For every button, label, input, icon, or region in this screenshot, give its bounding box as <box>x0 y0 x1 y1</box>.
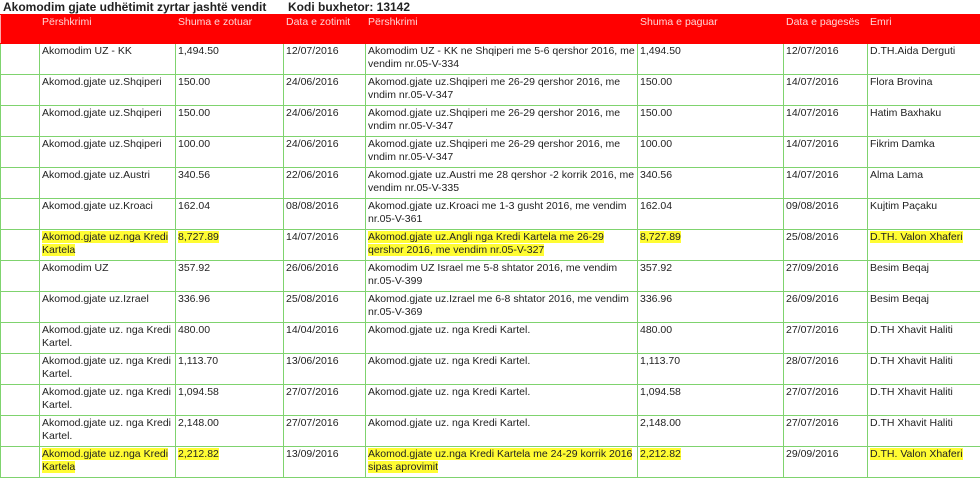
cell-text: D.TH Xhavit Haliti <box>870 417 953 429</box>
cell-amount-committed <box>176 44 284 75</box>
table-row <box>1 354 980 385</box>
cell-payment-description <box>366 168 638 199</box>
table-row <box>1 230 980 261</box>
cell-payment-description <box>366 416 638 447</box>
table-row <box>1 416 980 447</box>
cell-commitment-date <box>284 354 366 385</box>
cell-text: Kujtim Paçaku <box>870 200 938 212</box>
cell-name <box>868 261 980 292</box>
title-bar <box>0 0 980 14</box>
col-header-blank <box>1 15 40 44</box>
cell-text: 336.96 <box>640 293 673 305</box>
row-blank-cell <box>1 199 40 230</box>
cell-text: 480.00 <box>640 324 673 336</box>
cell-commitment-date <box>284 106 366 137</box>
cell-text: 14/07/2016 <box>786 169 839 181</box>
cell-commitment-date <box>284 137 366 168</box>
cell-payment-date <box>784 323 868 354</box>
row-blank-cell <box>1 75 40 106</box>
col-header-amount-paid: Shuma e paguar <box>638 15 784 44</box>
cell-text: Akomod.gjate uz. nga Kredi Kartel. <box>42 324 171 349</box>
cell-amount-paid <box>638 416 784 447</box>
cell-amount-committed <box>176 137 284 168</box>
header-row <box>1 15 980 44</box>
cell-commitment-date <box>284 323 366 354</box>
cell-amount-paid <box>638 261 784 292</box>
cell-description <box>40 75 176 106</box>
cell-description <box>40 137 176 168</box>
cell-text: Besim Beqaj <box>870 293 929 305</box>
cell-amount-paid <box>638 447 784 478</box>
row-blank-cell <box>1 323 40 354</box>
cell-text: Akomod.gjate uz.Kroaci <box>42 200 153 212</box>
cell-text: 2,212.82 <box>178 448 219 460</box>
cell-description <box>40 261 176 292</box>
table-row <box>1 106 980 137</box>
budget-code: Kodi buxhetor: 13142 <box>288 0 411 14</box>
table-row <box>1 323 980 354</box>
cell-text: 24/06/2016 <box>286 76 339 88</box>
cell-text: 8,727.89 <box>178 231 219 243</box>
cell-amount-committed <box>176 106 284 137</box>
table-row <box>1 75 980 106</box>
cell-amount-paid <box>638 137 784 168</box>
cell-text: Akomod.gjate uz.Shqiperi me 26-29 qershor 2016, me vndim nr.05-V-347 <box>368 76 621 101</box>
row-blank-cell <box>1 230 40 261</box>
table-row <box>1 137 980 168</box>
cell-text: D.TH.Aida Derguti <box>870 45 956 57</box>
cell-text: 336.96 <box>178 293 211 305</box>
cell-payment-date <box>784 416 868 447</box>
cell-payment-description <box>366 199 638 230</box>
cell-commitment-date <box>284 385 366 416</box>
cell-text: Akomod.gjate uz.Shqiperi <box>42 107 162 119</box>
cell-payment-description <box>366 447 638 478</box>
cell-text: Akomod.gjate uz.Austri me 28 qershor -2 korrik 2016, me vendim nr.05-V-335 <box>368 169 635 194</box>
cell-description <box>40 416 176 447</box>
cell-text: 27/07/2016 <box>286 386 339 398</box>
cell-text: Alma Lama <box>870 169 924 181</box>
table-row <box>1 385 980 416</box>
cell-text: 162.04 <box>640 200 673 212</box>
cell-commitment-date <box>284 292 366 323</box>
cell-text: Fikrim Damka <box>870 138 935 150</box>
cell-text: 25/08/2016 <box>786 231 839 243</box>
cell-description <box>40 168 176 199</box>
cell-description <box>40 354 176 385</box>
cell-text: 27/07/2016 <box>786 324 839 336</box>
cell-payment-date <box>784 44 868 75</box>
cell-text: 2,148.00 <box>640 417 681 429</box>
cell-name <box>868 230 980 261</box>
cell-payment-description <box>366 137 638 168</box>
cell-text: 28/07/2016 <box>786 355 839 367</box>
cell-description <box>40 106 176 137</box>
table-row <box>1 44 980 75</box>
cell-commitment-date <box>284 44 366 75</box>
cell-text: Akomod.gjate uz.Shqiperi <box>42 76 162 88</box>
cell-text: D.TH Xhavit Haliti <box>870 324 953 336</box>
cell-text: Akomod.gjate uz.Angli nga Kredi Kartela me 26-29 qershor 2016, me vendim nr.05-V-327 <box>368 231 604 256</box>
col-header-commitment-date: Data e zotimit <box>284 15 366 44</box>
cell-text: Akomod.gjate uz.Shqiperi <box>42 138 162 150</box>
cell-text: 340.56 <box>178 169 211 181</box>
cell-payment-date <box>784 168 868 199</box>
cell-text: Akomodim UZ Israel me 5-8 shtator 2016, me vendim nr.05-V-399 <box>368 262 618 287</box>
cell-name <box>868 75 980 106</box>
cell-name <box>868 292 980 323</box>
row-blank-cell <box>1 137 40 168</box>
cell-commitment-date <box>284 416 366 447</box>
cell-text: 27/07/2016 <box>286 417 339 429</box>
cell-text: 22/06/2016 <box>286 169 339 181</box>
payments-table <box>0 14 980 478</box>
cell-payment-description <box>366 261 638 292</box>
cell-text: Akomod.gjate uz.Kroaci me 1-3 gusht 2016, me vendim nr.05-V-361 <box>368 200 627 225</box>
cell-commitment-date <box>284 168 366 199</box>
cell-text: Akomodim UZ <box>42 262 109 274</box>
cell-text: Akomod.gjate uz. nga Kredi Kartel. <box>42 355 171 380</box>
cell-amount-paid <box>638 168 784 199</box>
cell-name <box>868 199 980 230</box>
cell-text: 24/06/2016 <box>286 107 339 119</box>
cell-text: 27/07/2016 <box>786 386 839 398</box>
cell-text: 24/06/2016 <box>286 138 339 150</box>
cell-amount-paid <box>638 106 784 137</box>
table-row <box>1 447 980 478</box>
row-blank-cell <box>1 416 40 447</box>
cell-payment-date <box>784 292 868 323</box>
cell-amount-committed <box>176 447 284 478</box>
cell-text: Akomodim UZ - KK ne Shqiperi me 5-6 qershor 2016, me vendim nr.05-V-334 <box>368 45 635 70</box>
cell-payment-date <box>784 137 868 168</box>
cell-text: 150.00 <box>178 76 211 88</box>
cell-text: 27/07/2016 <box>786 417 839 429</box>
cell-payment-date <box>784 354 868 385</box>
cell-amount-paid <box>638 199 784 230</box>
cell-description <box>40 230 176 261</box>
cell-text: 14/07/2016 <box>786 138 839 150</box>
cell-text: 150.00 <box>640 76 673 88</box>
cell-description <box>40 323 176 354</box>
cell-commitment-date <box>284 261 366 292</box>
cell-amount-committed <box>176 230 284 261</box>
cell-text: 12/07/2016 <box>286 45 339 57</box>
cell-text: Akomod.gjate uz.nga Kredi Kartela <box>42 231 169 256</box>
cell-text: D.TH Xhavit Haliti <box>870 386 953 398</box>
cell-text: 162.04 <box>178 200 211 212</box>
row-blank-cell <box>1 106 40 137</box>
cell-text: 29/09/2016 <box>786 448 839 460</box>
table-row <box>1 168 980 199</box>
table-row <box>1 199 980 230</box>
cell-amount-paid <box>638 354 784 385</box>
col-header-amount-committed: Shuma e zotuar <box>176 15 284 44</box>
cell-payment-description <box>366 106 638 137</box>
cell-payment-date <box>784 261 868 292</box>
cell-text: 100.00 <box>178 138 211 150</box>
cell-commitment-date <box>284 199 366 230</box>
cell-text: Akomod.gjate uz. nga Kredi Kartel. <box>368 324 531 336</box>
cell-text: Akomod.gjate uz.Izrael <box>42 293 149 305</box>
cell-text: Akomodim UZ - KK <box>42 45 132 57</box>
cell-amount-committed <box>176 168 284 199</box>
cell-amount-paid <box>638 385 784 416</box>
cell-payment-date <box>784 106 868 137</box>
sheet-title: Akomodim gjate udhëtimit zyrtar jashtë vendit <box>3 0 267 14</box>
cell-text: 14/07/2016 <box>286 231 339 243</box>
cell-text: 13/06/2016 <box>286 355 339 367</box>
cell-text: 1,094.58 <box>640 386 681 398</box>
cell-description <box>40 385 176 416</box>
cell-amount-paid <box>638 292 784 323</box>
cell-amount-committed <box>176 261 284 292</box>
col-header-name: Emri <box>868 15 980 44</box>
cell-amount-committed <box>176 385 284 416</box>
cell-payment-description <box>366 75 638 106</box>
col-header-payment-description: Përshkrimi <box>366 15 638 44</box>
cell-payment-description <box>366 44 638 75</box>
cell-amount-committed <box>176 75 284 106</box>
row-blank-cell <box>1 168 40 199</box>
cell-name <box>868 323 980 354</box>
cell-text: 1,113.70 <box>178 355 219 367</box>
cell-text: D.TH. Valon Xhaferi <box>870 231 963 243</box>
cell-text: 14/07/2016 <box>786 107 839 119</box>
cell-text: 14/07/2016 <box>786 76 839 88</box>
cell-text: 2,212.82 <box>640 448 681 460</box>
col-header-payment-date: Data e pagesës <box>784 15 868 44</box>
row-blank-cell <box>1 261 40 292</box>
cell-payment-description <box>366 292 638 323</box>
cell-commitment-date <box>284 447 366 478</box>
cell-payment-date <box>784 385 868 416</box>
row-blank-cell <box>1 447 40 478</box>
cell-description <box>40 447 176 478</box>
table-body <box>1 44 980 478</box>
cell-text: D.TH. Valon Xhaferi <box>870 448 963 460</box>
cell-text: 340.56 <box>640 169 673 181</box>
cell-text: 25/08/2016 <box>286 293 339 305</box>
cell-commitment-date <box>284 230 366 261</box>
row-blank-cell <box>1 44 40 75</box>
cell-name <box>868 385 980 416</box>
cell-text: 26/09/2016 <box>786 293 839 305</box>
cell-text: Akomod.gjate uz.Shqiperi me 26-29 qershor 2016, me vndim nr.05-V-347 <box>368 107 621 132</box>
cell-payment-date <box>784 75 868 106</box>
cell-text: 100.00 <box>640 138 673 150</box>
cell-text: Hatim Baxhaku <box>870 107 942 119</box>
cell-text: 480.00 <box>178 324 211 336</box>
cell-text: Besim Beqaj <box>870 262 929 274</box>
cell-text: Akomod.gjate uz. nga Kredi Kartel. <box>368 386 531 398</box>
cell-amount-paid <box>638 44 784 75</box>
cell-text: 14/04/2016 <box>286 324 339 336</box>
cell-name <box>868 447 980 478</box>
cell-text: 357.92 <box>640 262 673 274</box>
row-blank-cell <box>1 354 40 385</box>
cell-text: Akomod.gjate uz.Izrael me 6-8 shtator 2016, me vendim nr.05-V-369 <box>368 293 629 318</box>
cell-text: Akomod.gjate uz.nga Kredi Kartela <box>42 448 169 473</box>
cell-amount-paid <box>638 75 784 106</box>
cell-text: Akomod.gjate uz.Shqiperi me 26-29 qershor 2016, me vndim nr.05-V-347 <box>368 138 621 163</box>
cell-description <box>40 292 176 323</box>
cell-amount-paid <box>638 230 784 261</box>
cell-text: Akomod.gjate uz. nga Kredi Kartel. <box>42 417 171 442</box>
cell-text: 1,113.70 <box>640 355 681 367</box>
cell-text: 08/08/2016 <box>286 200 339 212</box>
cell-amount-committed <box>176 354 284 385</box>
cell-text: 2,148.00 <box>178 417 219 429</box>
cell-amount-paid <box>638 323 784 354</box>
cell-text: D.TH Xhavit Haliti <box>870 355 953 367</box>
row-blank-cell <box>1 385 40 416</box>
cell-payment-description <box>366 323 638 354</box>
cell-commitment-date <box>284 75 366 106</box>
cell-text: 357.92 <box>178 262 211 274</box>
cell-text: 26/06/2016 <box>286 262 339 274</box>
cell-text: Akomod.gjate uz. nga Kredi Kartel. <box>368 355 531 367</box>
cell-amount-committed <box>176 323 284 354</box>
cell-text: 1,494.50 <box>178 45 219 57</box>
cell-text: Akomod.gjate uz.Austri <box>42 169 150 181</box>
table-row <box>1 261 980 292</box>
cell-text: 8,727.89 <box>640 231 681 243</box>
cell-text: Akomod.gjate uz. nga Kredi Kartel. <box>368 417 531 429</box>
cell-amount-committed <box>176 199 284 230</box>
col-header-description: Përshkrimi <box>40 15 176 44</box>
cell-text: 150.00 <box>178 107 211 119</box>
cell-payment-date <box>784 447 868 478</box>
cell-text: 150.00 <box>640 107 673 119</box>
cell-amount-committed <box>176 292 284 323</box>
cell-name <box>868 354 980 385</box>
cell-text: Akomod.gjate uz.nga Kredi Kartela me 24-29 korrik 2016 sipas aprovimit <box>368 448 633 473</box>
cell-name <box>868 416 980 447</box>
cell-text: 1,094.58 <box>178 386 219 398</box>
cell-payment-description <box>366 354 638 385</box>
cell-payment-date <box>784 199 868 230</box>
cell-name <box>868 137 980 168</box>
cell-payment-date <box>784 230 868 261</box>
cell-payment-description <box>366 230 638 261</box>
cell-name <box>868 44 980 75</box>
cell-description <box>40 44 176 75</box>
cell-payment-description <box>366 385 638 416</box>
cell-text: 12/07/2016 <box>786 45 839 57</box>
cell-name <box>868 106 980 137</box>
cell-amount-committed <box>176 416 284 447</box>
cell-description <box>40 199 176 230</box>
cell-text: Akomod.gjate uz. nga Kredi Kartel. <box>42 386 171 411</box>
cell-text: 09/08/2016 <box>786 200 839 212</box>
cell-text: 1,494.50 <box>640 45 681 57</box>
cell-name <box>868 168 980 199</box>
table-row <box>1 292 980 323</box>
row-blank-cell <box>1 292 40 323</box>
cell-text: 27/09/2016 <box>786 262 839 274</box>
cell-text: 13/09/2016 <box>286 448 339 460</box>
cell-text: Flora Brovina <box>870 76 933 88</box>
